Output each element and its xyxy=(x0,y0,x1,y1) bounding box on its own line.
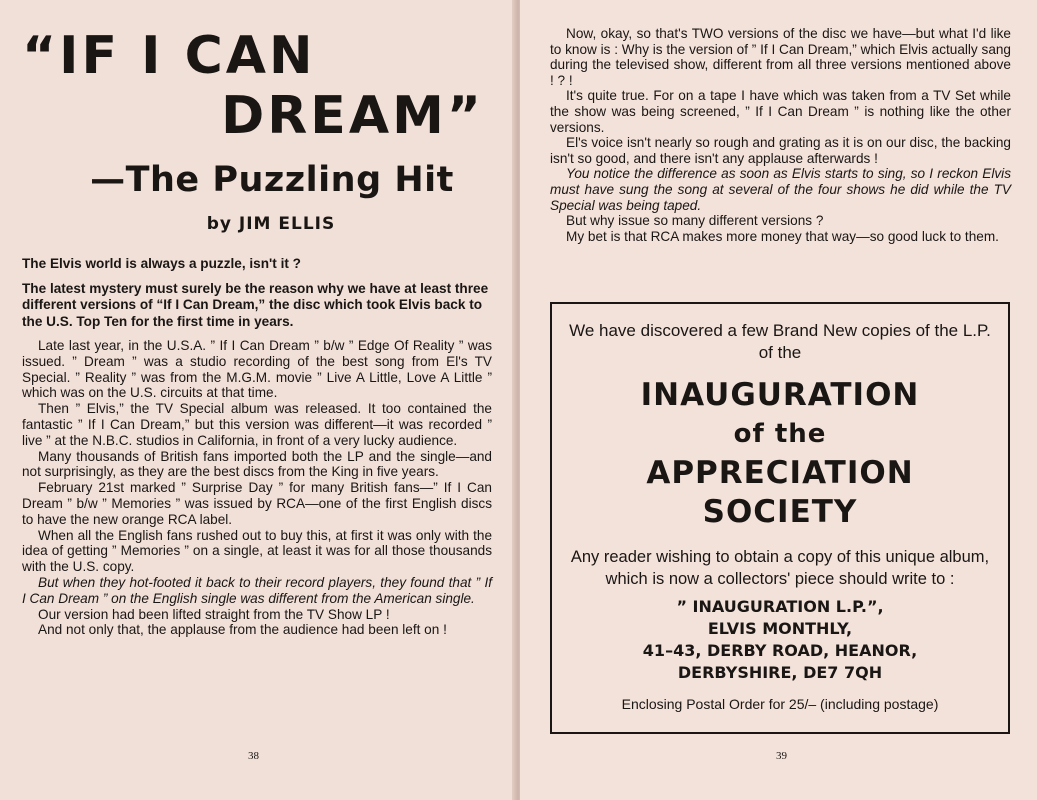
body-paragraph: And not only that, the applause from the audience had been left on ! xyxy=(38,622,447,638)
ad-title-appreciation: APPRECIATION xyxy=(646,455,914,491)
body-paragraph: Then ” Elvis,” the TV Special album was released. It too contained the fantastic ” If I Can Dream,” but this version was different—it was recorded ” live ” at the N.B.C. studios in California, in front of a very lucky audience. xyxy=(22,401,492,448)
article-body-right xyxy=(550,26,1011,244)
advertisement-box xyxy=(550,302,1010,734)
left-page xyxy=(0,0,516,800)
body-paragraph: Now, okay, so that's TWO versions of the disc we have—but what I'd like to know is : Why is the version of ” If I Can Dream,” which Elvis actually sang during the televised show, different from all three versions mentioned above ! ? ! xyxy=(550,26,1011,88)
ad-title-society: SOCIETY xyxy=(702,494,858,530)
italic-paragraph: But when they hot-footed it back to their record players, they found that ” If I Can Dream ” on the English single was different from the American single. xyxy=(22,574,492,606)
body-paragraph: El's voice isn't nearly so rough and grating as it is on our disc, the backing isn't so good, and there isn't any applause afterwards ! xyxy=(550,135,1011,166)
body-paragraph: Our version had been lifted straight from the TV Show LP ! xyxy=(38,606,390,622)
body-paragraph: When all the English fans rushed out to buy this, at first it was only with the idea of getting ” Memories ” on a single, at least it was for all those thousands with the U.S. copy. xyxy=(22,527,492,575)
italic-paragraph: You notice the difference as soon as Elvis starts to sing, so I reckon Elvis must have sung the song at several of the four shows he did while the TV Special was being taped. xyxy=(550,166,1011,213)
ad-footer: Enclosing Postal Order for 25/– (including postage) xyxy=(621,696,939,712)
right-page xyxy=(520,0,1037,800)
lead-paragraph-1: The Elvis world is always a puzzle, isn't it ? xyxy=(22,256,301,271)
ad-intro: We have discovered a few Brand New copies of the L.P. of the xyxy=(569,321,991,362)
ad-address-line: ELVIS MONTHLY, xyxy=(707,619,853,638)
ad-title-of-the: of the xyxy=(733,419,827,449)
article-title-line1: “IF I CAN xyxy=(22,26,316,86)
body-paragraph: Many thousands of British fans imported both the LP and the single—and not surprisingly, as they are the best discs from the King in five years. xyxy=(22,448,492,480)
article-subtitle: —The Puzzling Hit xyxy=(90,160,454,200)
body-paragraph: It's quite true. For on a tape I have which was taken from a TV Set while the show was being screened, ” If I Can Dream ” is nothing like the other versions. xyxy=(550,88,1011,135)
page-number-right: 39 xyxy=(776,750,787,762)
byline: by JIM ELLIS xyxy=(206,214,336,234)
body-paragraph: Late last year, in the U.S.A. ” If I Can Dream ” b/w ” Edge Of Reality ” was issued. ” Dream ” was a studio recording of the best song from El's TV Special. ” Reality ” was from the M.G.M. movie ” Live A Little, Love A Little ” which was on the U.S. circuits at that time. xyxy=(22,338,492,401)
ad-title-inauguration: INAUGURATION xyxy=(640,377,920,413)
ad-address-line: 41–43, DERBY ROAD, HEANOR, xyxy=(642,641,918,660)
body-paragraph: But why issue so many different versions ? xyxy=(566,213,824,229)
body-paragraph: February 21st marked ” Surprise Day ” for many British fans—” If I Can Dream ” b/w ” Memories ” was issued by RCA—one of the first English discs to have the new orange RCA label. xyxy=(22,480,492,527)
ad-address-line: ” INAUGURATION L.P.”, xyxy=(676,597,884,616)
lead-paragraph-2: The latest mystery must surely be the reason why we have at least three different versions of “If I Can Dream,” the disc which took Elvis back to the U.S. Top Ten for the first time in years. xyxy=(22,280,489,329)
ad-instructions: Any reader wishing to obtain a copy of this unique album, which is now a collectors' piece should write to : xyxy=(570,548,990,588)
ad-address-line: DERBYSHIRE, DE7 7QH xyxy=(677,663,883,682)
body-paragraph: My bet is that RCA makes more money that way—so good luck to them. xyxy=(566,228,999,244)
article-body-left xyxy=(22,338,492,638)
page-number-left: 38 xyxy=(248,750,259,762)
article-title-line2: DREAM” xyxy=(221,86,484,146)
